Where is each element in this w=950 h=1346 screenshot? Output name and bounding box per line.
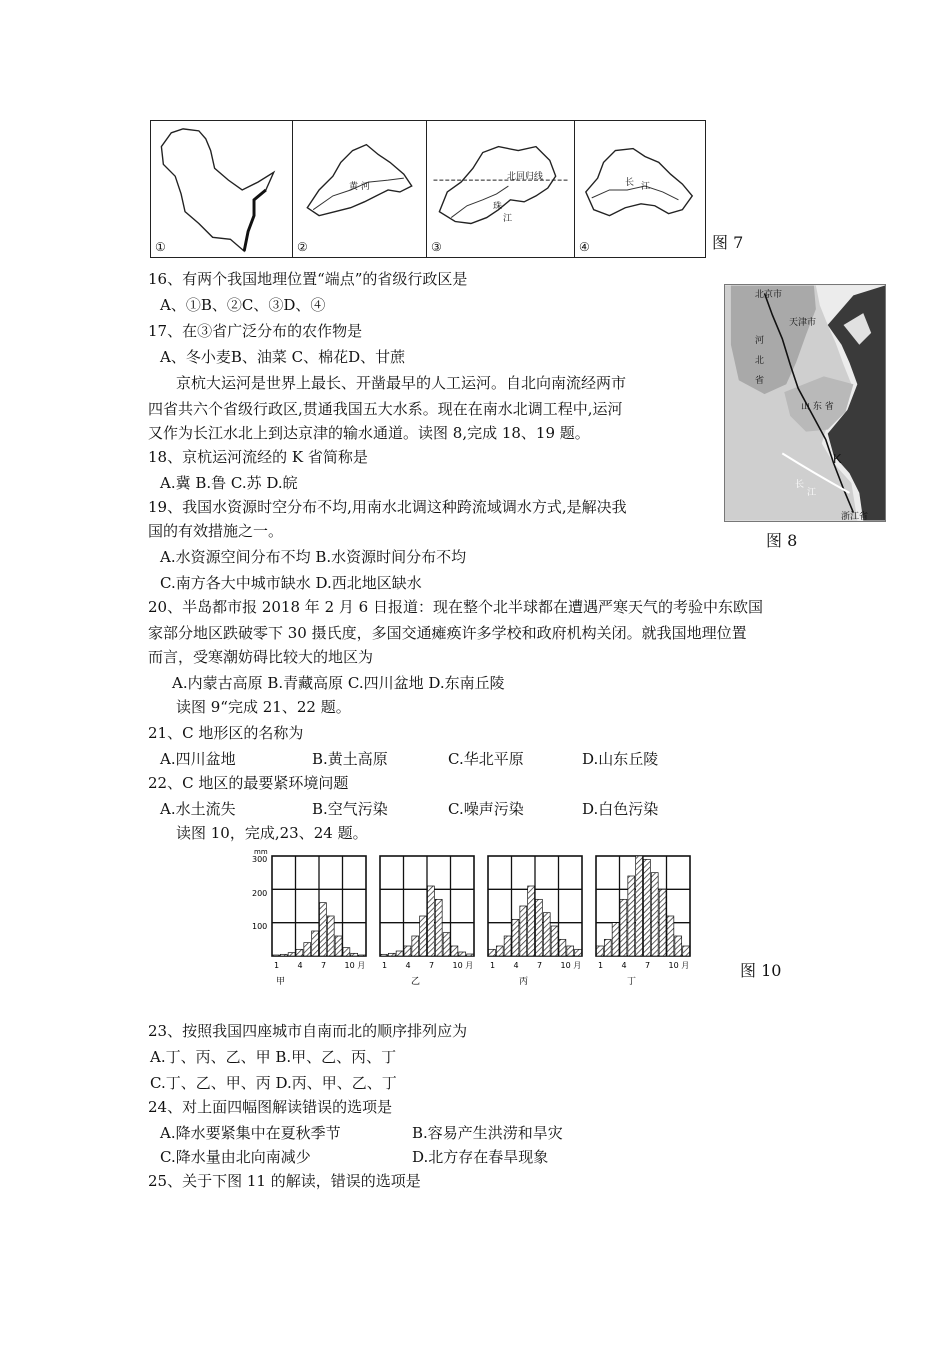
question-21-option-d: D.山东丘陵 [582, 750, 659, 768]
rain-bar-乙-m11 [459, 952, 466, 956]
rain-bar-甲-m3 [288, 953, 295, 956]
x-tick-label: 7 [645, 961, 651, 970]
passage-line-3: 又作为长江水北上到达京津的输水通道。读图 8,完成 18、19 题。 [148, 424, 590, 442]
province-outline-1 [151, 121, 292, 257]
x-tick-label: 10 月 [452, 961, 474, 970]
rainfall-panel-1 [272, 856, 366, 987]
question-19-options-cd: C.南方各大中城市缺水 D.西北地区缺水 [160, 574, 422, 592]
rain-bar-丙-m7 [536, 899, 543, 956]
question-22: 22、C 地区的最要紧环境问题 [148, 774, 349, 792]
rain-bar-丙-m4 [512, 919, 519, 956]
question-22-option-b: B.空气污染 [312, 800, 388, 818]
question-24-option-b: B.容易产生洪涝和旱灾 [412, 1124, 563, 1142]
rain-bar-乙-m7 [428, 886, 435, 956]
figure-7 [150, 120, 706, 258]
read-figure-10: 读图 10，完成,23、24 题。 [176, 824, 368, 842]
question-18-options: A.冀 B.鲁 C.苏 D.皖 [160, 474, 298, 492]
figure-10-chart [250, 848, 710, 988]
label-jiang: 江 [807, 488, 817, 498]
question-22-option-a: A.水土流失 [160, 800, 236, 818]
x-tick-label: 10 月 [560, 961, 582, 970]
rain-bar-丙-m2 [496, 946, 503, 956]
rain-bar-丁-m4 [620, 899, 627, 956]
rain-bar-丁-m6 [636, 856, 643, 956]
fig7-panel-4-number: ④ [579, 240, 590, 254]
rain-bar-丁-m3 [612, 923, 619, 956]
rain-bar-甲-m1 [273, 955, 280, 956]
question-23-options-ab: A.丁、丙、乙、甲 B.甲、乙、丙、丁 [150, 1048, 397, 1066]
label-sheng: 省 [755, 376, 765, 386]
question-19-line-2: 国的有效措施之一。 [148, 522, 284, 540]
chart-unit-label: mm [254, 848, 268, 856]
x-tick-label: 7 [321, 961, 327, 970]
rain-bar-乙-m8 [435, 899, 442, 956]
question-24: 24、对上面四幅图解读错误的选项是 [148, 1098, 393, 1116]
y-tick-100: 100 [252, 922, 268, 931]
question-24-option-c: C.降水量由北向南减少 [160, 1148, 311, 1166]
yangtze-label-1: 长 [625, 178, 635, 188]
rain-bar-丙-m10 [559, 939, 566, 956]
passage-line-1: 京杭大运河是世界上最长、开凿最早的人工运河。自北向南流经两市 [176, 374, 627, 392]
question-23-options-cd: C.丁、乙、甲、丙 D.丙、甲、乙、丁 [150, 1074, 397, 1092]
rain-bar-丁-m7 [644, 859, 651, 956]
fig7-panel-1 [151, 121, 293, 257]
label-chang: 长 [795, 480, 805, 490]
x-tick-label: 7 [429, 961, 435, 970]
rain-bar-丁-m12 [683, 946, 690, 956]
x-tick-label: 4 [513, 961, 519, 970]
rain-bar-丙-m3 [504, 936, 511, 956]
rain-bar-乙-m12 [467, 954, 474, 956]
label-beijing: 北京市 [755, 290, 783, 300]
fig7-panel-2-number: ② [297, 240, 308, 254]
figure-7-caption: 图 7 [712, 233, 744, 252]
panel-name-label: 乙 [411, 977, 421, 987]
rainfall-chart-svg [250, 848, 710, 988]
rain-bar-甲-m7 [320, 903, 327, 956]
question-25: 25、关于下图 11 的解读，错误的选项是 [148, 1172, 421, 1190]
question-22-option-d: D.白色污染 [582, 800, 659, 818]
province-outline-2 [293, 121, 426, 257]
rain-bar-甲-m6 [312, 931, 319, 956]
rainfall-panel-2 [380, 856, 474, 987]
rain-bar-丙-m8 [543, 913, 550, 956]
rain-bar-甲-m2 [280, 954, 287, 956]
question-22-option-c: C.噪声污染 [448, 800, 524, 818]
figure-8-caption: 图 8 [766, 531, 798, 550]
x-tick-label: 7 [537, 961, 543, 970]
question-20-line-3: 而言，受寒潮妨碍比较大的地区为 [148, 648, 374, 666]
question-21-option-a: A.四川盆地 [160, 750, 236, 768]
x-tick-label: 10 月 [344, 961, 366, 970]
rain-bar-甲-m5 [304, 943, 311, 956]
label-zhejiang: 浙江省 [841, 512, 869, 522]
rain-bar-乙-m10 [451, 946, 458, 956]
question-20-line-1: 20、半岛都市报 2018 年 2 月 6 日报道：现在整个北半球都在遭遇严寒天气的考验中东欧国 [148, 598, 763, 616]
read-figure-9: 读图 9“完成 21、22 题。 [176, 698, 351, 716]
rain-bar-甲-m10 [343, 948, 350, 956]
fig7-panel-2 [293, 121, 427, 257]
question-21-option-c: C.华北平原 [448, 750, 524, 768]
question-20-line-2: 家部分地区跌破零下 30 摄氏度，多国交通瘫痪许多学校和政府机构关闭。就我国地理位置 [148, 624, 747, 642]
rain-bar-丙-m12 [575, 949, 582, 956]
tropic-of-cancer-label: 北回归线 [507, 172, 544, 182]
x-tick-label: 4 [297, 961, 303, 970]
rain-bar-丁-m8 [651, 873, 658, 956]
rain-bar-甲-m9 [335, 936, 342, 956]
rain-bar-丁-m1 [597, 946, 604, 956]
x-tick-label: 1 [598, 961, 604, 970]
question-21-option-b: B.黄土高原 [312, 750, 388, 768]
rain-bar-丁-m5 [628, 876, 635, 956]
panel-name-label: 丁 [627, 977, 637, 987]
question-16: 16、有两个我国地理位置“端点”的省级行政区是 [148, 270, 468, 288]
question-17: 17、在③省广泛分布的农作物是 [148, 322, 363, 340]
question-16-options: A、①B、②C、③D、④ [160, 296, 326, 314]
rain-bar-乙-m6 [420, 916, 427, 956]
question-24-option-d: D.北方存在春旱现象 [412, 1148, 549, 1166]
rain-bar-丙-m6 [528, 886, 535, 956]
figure-8-map [724, 284, 886, 522]
x-tick-label: 1 [382, 961, 388, 970]
passage-line-2: 四省共六个省级行政区,贯通我国五大水系。现在在南水北调工程中,运河 [148, 400, 623, 418]
yellow-river-label-2: 河 [361, 182, 371, 192]
fig7-panel-3-number: ③ [431, 240, 442, 254]
rain-bar-丙-m5 [520, 906, 527, 956]
rain-bar-丙-m11 [567, 946, 574, 956]
y-tick-200: 200 [252, 889, 268, 898]
rain-bar-甲-m11 [351, 953, 358, 956]
rain-bar-丁-m10 [667, 916, 674, 956]
rain-bar-乙-m9 [443, 933, 450, 956]
figure-10-caption: 图 10 [740, 961, 782, 980]
rain-bar-甲-m4 [296, 949, 303, 956]
question-20-options: A.内蒙古高原 B.青藏高原 C.四川盆地 D.东南丘陵 [172, 674, 505, 692]
rain-bar-丙-m9 [551, 926, 558, 956]
rainfall-panel-3 [488, 856, 582, 987]
question-19-options-ab: A.水资源空间分布不均 B.水资源时间分布不均 [160, 548, 467, 566]
label-bei: 北 [755, 356, 765, 366]
rain-bar-丙-m1 [489, 949, 496, 956]
fig7-panel-3 [427, 121, 575, 257]
fig7-panel-1-number: ① [155, 240, 166, 254]
question-18: 18、京杭运河流经的 K 省简称是 [148, 448, 368, 466]
panel-name-label: 甲 [276, 977, 286, 987]
question-19-line-1: 19、我国水资源时空分布不均,用南水北调这种跨流域调水方式,是解决我 [148, 498, 627, 516]
rain-bar-甲-m8 [327, 916, 334, 956]
rain-bar-丁-m9 [659, 889, 666, 956]
panel-name-label: 丙 [519, 977, 529, 987]
pearl-river-label-2: 江 [503, 214, 513, 224]
rain-bar-丁-m2 [604, 939, 611, 956]
x-tick-label: 4 [621, 961, 627, 970]
yellow-river-label-1: 黄 [349, 182, 359, 192]
province-outline-3 [427, 121, 574, 257]
question-21: 21、C 地形区的名称为 [148, 724, 304, 742]
fig7-panel-4 [575, 121, 707, 257]
question-23: 23、按照我国四座城市自南而北的顺序排列应为 [148, 1022, 468, 1040]
rain-bar-乙-m1 [381, 954, 388, 956]
rain-bar-丁-m11 [675, 936, 682, 956]
label-he: 河 [755, 336, 765, 346]
label-k-province: K [833, 451, 842, 466]
yangtze-label-2: 江 [641, 182, 651, 192]
label-shandong: 山 东 省 [801, 402, 834, 412]
question-17-options: A、冬小麦B、油菜 C、棉花D、甘蔗 [160, 348, 406, 366]
label-tianjin: 天津市 [789, 318, 817, 328]
y-tick-300: 300 [252, 855, 268, 864]
x-tick-label: 1 [490, 961, 496, 970]
rain-bar-乙-m3 [396, 951, 403, 956]
x-tick-label: 10 月 [668, 961, 690, 970]
rainfall-panel-4 [596, 856, 690, 987]
x-tick-label: 1 [274, 961, 280, 970]
pearl-river-label-1: 珠 [493, 202, 503, 212]
x-tick-label: 4 [405, 961, 411, 970]
rain-bar-甲-m12 [359, 955, 366, 956]
question-24-option-a: A.降水要紧集中在夏秋季节 [160, 1124, 341, 1142]
rain-bar-乙-m5 [412, 936, 419, 956]
rain-bar-乙-m4 [404, 946, 411, 956]
rain-bar-乙-m2 [388, 953, 395, 956]
